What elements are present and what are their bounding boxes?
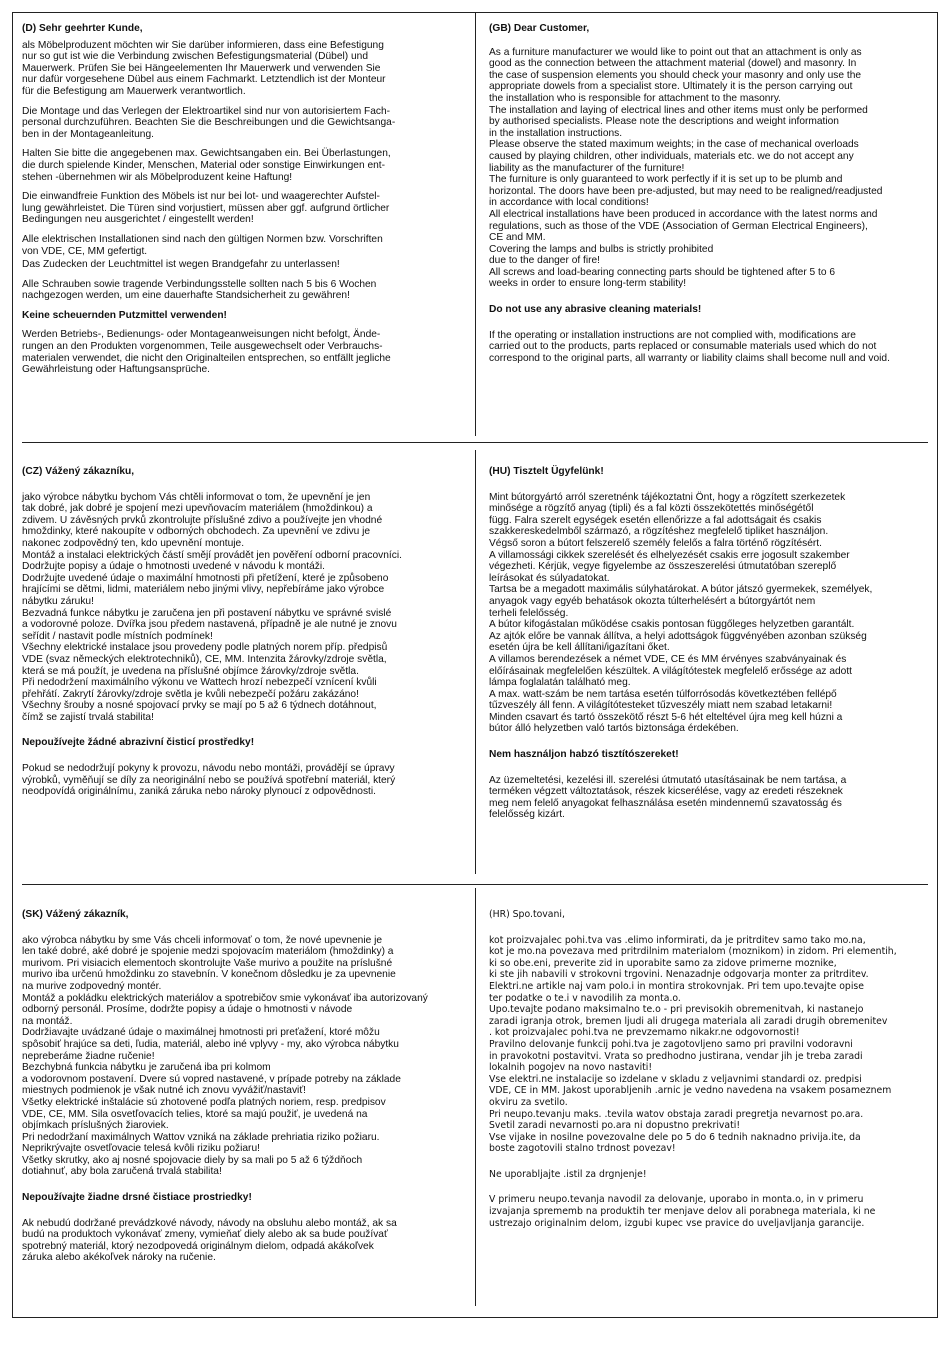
section-heading: (CZ) Vážený zákazníku,: [22, 466, 135, 477]
body-text: kot proizvajalec pohi.tva vas .elimo informirati, da je pritrditev samo tako mo.na, kot je mo.na povezava med pritrdilnim materialom (moznikom) in zidom. Pri elementih, ki so obe.eni, preverite zid in uporabite samo za zidove primerne moznike, ki ste jih nabavili v strokovni trgovini. Nenazadnje odgovarja monter za pritrditev. Elektri.ne artikle naj vam polo.i in montira strokovnjak. Pri tem upo.tevajte opise ter podatke o te.i v navodilih za monta.o. Upo.tevajte podano maksimalno te.o - pri previsokih obremenitvah, ki nastanejo zaradi igranja otrok, bremen ljudi ali drugega materiala ali zaradi drugih obremenitev . kot proizvajalec pohi.tva ne prevzemamo nikakr.ne odgovornosti! Pravilno delovanje funkcij pohi.tva je zagotovljeno samo pri pravilni vodoravni in pravokotni postavitvi. Vrata so predhodno justirana, vendar jih je treba zaradi lokalnih pogojev na novo nastaviti! Vse elektri.ne instalacije so izdelane v skladu z veljavnimi standardi oz. predpisi VDE, CE in MM. Jakost uporabljenih .arnic je vedno navedena na vsakem posameznem okviru za svetilo. Pri neupo.tevanju maks. .tevila watov obstaja zaradi pregretja nevarnost po.ara. Svetil zaradi nevarnosti po.ara ni dopustno prekrivati! Vse vijake in nosilne povezovalne dele po 5 do 6 tednih naknadno privija.ite, da boste zagotovili stalno trdnost povezav!: [489, 934, 897, 1155]
body-text: jako výrobce nábytku bychom Vás chtěli informovat o tom, že upevnění je jen tak dobré, jak dobré je spojení mezi upevňovacím materiálem (hmoždinkou) a zdivem. U závěsných prvků zkontrolujte příslušné zdivo a používejte jen vhodné hmoždinky, které nakoupíte v odborných obchodech. Za upevnění ve zdivu je nakonec zodpovědný ten, kdo upevnění montuje. Montáž a instalaci elektrických částí smějí provádět jen pověření odborní pracovníci. Dodržujte popisy a údaje o hmotnosti uvedené v návodu k montáži. Dodržujte uvedené údaje o maximální hmotnosti při přetížení, které je způsobeno hrajícími se dětmi, lidmi, materiálem nebo jinými vlivy, nepřebíráme jako výrobce nábytku záruku! Bezvadná funkce nábytku je zaručena jen při postavení nábytku ve správné svislé a vodorovné poloze. Dvířka jsou předem nastavená, případně je ale nutné je znovu seřídit / nastavit podle místních podmínek! Všechny elektrické instalace jsou provedeny podle platných norem příp. předpisů VDE (svaz německých elektrotechniků), CE, MM. Intenzita žárovky/zdroje světla, která se má použít, je uvedena na příslušné objímce žárovky/zdroje světla. Při nedodržení maximálního výkonu ve Wattech hrozí nebezpečí vznícení kvůli přehřátí. Zakrytí žárovky/zdroje světla je kvůli nebezpečí požáru zakázáno! Všechny šrouby a nosné spojovací prvky se mají po 5 až 6 týdnech dotáhnout, čímž se zajistí trvalá stabilita!: [22, 491, 402, 723]
section-hr: [489, 909, 934, 1237]
section-heading: (HU) Tisztelt Ügyfelünk!: [489, 466, 604, 477]
column-divider-bottom: [475, 888, 476, 1306]
section-cz: [22, 466, 470, 806]
cleaning-warning: Nem használjon habzó tisztítószereket!: [489, 749, 679, 761]
closing-paragraph: V primeru neupo.tevanja navodil za delovanje, uporabo in monta.o, in v primeru izvajanja sprememb na produktih ter menjave delov ali porabnega materiala, ki ne ustrezajo originalnim delom, izgubi kupec vse pravice do uveljavljanja garancije.: [489, 1194, 876, 1229]
paragraph: Halten Sie bitte die angegebenen max. Gewichtsangaben ein. Bei Überlastungen, die durch spielende Kinder, Menschen, Material oder sonstige Einwirkungen ent- stehen -übernehmen wir als Möbelproduzent keine Haftung!: [22, 148, 391, 183]
cleaning-warning: Nepoužívejte žádné abrazivní čisticí prostředky!: [22, 737, 255, 749]
cleaning-warning: Keine scheuernden Putzmittel verwenden!: [22, 309, 227, 321]
cleaning-warning: Do not use any abrasive cleaning materials!: [489, 304, 702, 316]
closing-paragraph: If the operating or installation instructions are not complied with, modifications are carried out to the products, parts replaced or consumable materials used which do not correspond to the original parts, all warranty or liability claims shall become null and void.: [489, 329, 890, 364]
paragraph: Die einwandfreie Funktion des Möbels ist nur bei lot- und waagerechter Aufstel- lung gewährleistet. Die Türen sind vorjustiert, müssen aber ggf. aufgrund örtlicher Bedingungen neu ausgerichtet / eingestellt werden!: [22, 191, 390, 226]
column-divider-top: [475, 12, 476, 436]
section-gb: [489, 23, 934, 372]
section-heading: (HR) Spo.tovani,: [489, 909, 565, 920]
row-divider-2: [22, 884, 928, 885]
section-de: [22, 23, 470, 384]
paragraph: Das Zudecken der Leuchtmittel ist wegen Brandgefahr zu unterlassen!: [22, 259, 340, 271]
cleaning-warning: Nepoužívajte žiadne drsné čistiace prostriedky!: [22, 1192, 252, 1204]
closing-paragraph: Az üzemeltetési, kezelési ill. szerelési útmutató utasításainak be nem tartása, a terméken végzett változtatások, részek kicserélése, vagy az eredeti részeknek meg nem felelő anyagokat felhasználása esetén mindennemű szavatosság és felelősség kizárt.: [489, 774, 847, 821]
body-text: Mint bútorgyártó arról szeretnénk tájékoztatni Önt, hogy a rögzített szerkezetek minősége a rögzítő anyag (tipli) és a fal közti összekötettés minőségétől függ. Falra szerelt egységek esetén ellenőrizze a fal adottságait és csakis szakkereskedelmből származó, a rögzítéshez megfelelő tipliket használjon. Végső soron a bútort felszerelő személy felelős a falra történő rögzítésért. A villamossági cikkek szerelését és elhelyezését csakis erre jogosult szakember végezheti. Kérjük, vegye figyelembe az összeszerelési útmutatóban szereplő leírásokat és súlyadatokat. Tartsa be a megadott maximális súlyhatárokat. A bútor játszó gyermekek, személyek, anyagok vagy egyéb behatások okozta túlterhelésért a bútorgyártót nem terheli felelősség. A bútor kifogástalan működése csakis pontosan függőleges helyzetben garantált. Az ajtók előre be vannak állítva, a helyi adottságok függvényében azonban szükség esetén újra be kell állítani/igazítani őket. A villamos berendezések a német VDE, CE és MM érvényes szabványainak és előírásainak megfelelően készültek. A világítótestek megfelelő erőssége az adott lámpa foglalatán található meg. A max. watt-szám be nem tartása esetén túlforrósodás következtében fellépő tűzveszély áll fenn. A világítótesteket tűzveszély miatt nem szabad letakarni! Minden csavart és tartó összekötő részt 5-6 hét elteltével újra meg kell húzni a bútor álló helyzetben való tartós biztonsága érdekében.: [489, 491, 873, 735]
paragraph: Alle Schrauben sowie tragende Verbindungsstelle sollten nach 5 bis 6 Wochen nachgezogen werden, um eine dauerhafte Standsicherheit zu gewähren!: [22, 278, 377, 302]
paragraph: Alle elektrischen Installationen sind nach den gültigen Normen bzw. Vorschriften von VDE, CE, MM gefertigt.: [22, 233, 383, 257]
section-hu: [489, 466, 934, 829]
section-heading: (D) Sehr geehrter Kunde,: [22, 23, 143, 34]
section-heading: (SK) Vážený zákazník,: [22, 909, 129, 920]
closing-paragraph: Werden Betriebs-, Bedienungs- oder Montageanweisungen nicht befolgt, Ände- rungen an den Produkten vorgenommen, Teile ausgewechselt oder Verbrauchs- materialen verwendet, die nicht den Originalteilen entsprechen, so entfällt jegliche Gewährleistung oder Haftungsansprüche.: [22, 329, 391, 376]
row-divider-1: [22, 442, 928, 443]
closing-paragraph: Ak nebudú dodržané prevádzkové návody, návody na obsluhu alebo montáž, ak sa budú na produktoch vykonávať zmeny, vymieňať diely alebo ak sa bude používať spotrebný materiál, ktorý nezodpovedá originálnym dielom, odpadá akákoľvek záruka alebo akékoľvek nároky na ručenie.: [22, 1217, 397, 1264]
column-divider-middle: [475, 450, 476, 874]
body-text: ako výrobca nábytku by sme Vás chceli informovať o tom, že nové upevnenie je len také dobré, aké dobré je spojenie medzi spojovacím materiálom (hmoždinky) a murivom. Pri visiacich elementoch skontrolujte Vaše murivo a použite na príslušné murivo iba určenú hmoždinku zo stavebnín. V konečnom dôsledku je za upevnenie na murive zodpovedný montér. Montáž a pokládku elektrických materiálov a spotrebičov smie vykonávať iba autorizovaný odborný personál. Prosíme, dodržte popisy a údaje o hmotnosti v návode na montáž. Dodržiavajte uvádzané údaje o maximálnej hmotnosti pri preťažení, ktoré môžu spôsobiť hrajúce sa deti, ľudia, materiál, alebo iné vplyvy - my, ako výrobca nábytku nepreberáme žiadne ručenie! Bezchybná funkcia nábytku je zaručená iba pri kolmom a vodorovnom postavení. Dvere sú vopred nastavené, v prípade potreby na základe miestnych podmienok je však nutné ich znovu vyvážiť/nastaviť! Všetky elektrické inštalácie sú zhotovené podľa platných noriem, resp. predpisov VDE, CE, MM. Sila osvetľovacích telies, ktoré sa majú použiť, je uvedená na objímkach príslušných žiaroviek. Pri nedodržaní maximálnych Wattov vzniká na základe prehriatia riziko požiaru. Neprikrývajte osvetľovacie telesá kvôli riziku požiaru! Všetky skrutky, ako aj nosné spojovacie diely by sa mali po 5 až 6 týždňoch dotiahnuť, aby bola zaručená trvalá stabilita!: [22, 934, 428, 1178]
paragraph: Die Montage und das Verlegen der Elektroartikel sind nur von autorisiertem Fach- personal durchzuführen. Beachten Sie die Beschreibungen und die Gewichtsanga- ben in der Montageanleitung.: [22, 105, 396, 140]
cleaning-warning: Ne uporabljajte .istil za drgnjenje!: [489, 1168, 647, 1180]
body-text: As a furniture manufacturer we would like to point out that an attachment is only as good as the connection between the attachment material (dowel) and masonry. In the case of suspension elements you should check your masonry and only use the appropriate dowels from a specialist store. Ultimately it is the person carrying out the installation who is responsible for attachment to the masonry. The installation and laying of electrical lines and other items must only be performed by authorised specialists. Please note the descriptions and weight information in the installation instructions. Please observe the stated maximum weights; in the case of mechanical overloads caused by playing children, other individuals, materials etc. we do not accept any liability as the manufacturer of the furniture! The furniture is only guaranteed to work perfectly if it is set up to be plumb and horizontal. The doors have been pre-adjusted, but may need to be realigned/readjusted in accordance with local conditions! All electrical installations have been produced in accordance with the latest norms and regulations, such as those of the VDE (Association of German Electrical Engineers), CE and MM. Covering the lamps and bulbs is strictly prohibited due to the danger of fire! All screws and load-bearing connecting parts should be tightened after 5 to 6 weeks in order to ensure long-term stability!: [489, 46, 883, 290]
closing-paragraph: Pokud se nedodržují pokyny k provozu, návodu nebo montáži, provádějí se úpravy výrobků, vyměňují se díly za neoriginální nebo se používá spotřební materiál, který neodpovídá originálnímu, zaniká záruka nebo nároky plynoucí z odpovědnosti.: [22, 763, 396, 798]
section-sk: [22, 909, 470, 1272]
paragraph: als Möbelproduzent möchten wir Sie darüber informieren, dass eine Befestigung nur so gut ist wie die Verbindung zwischen Befestigungsmaterial (Dübel) und Mauerwerk. Prüfen Sie bei Hängeelementen Ihr Mauerwerk und verwenden Sie nur dafür vorgesehene Dübel aus einem Fachmarkt. Letztendlich ist der Monteur für die Befestigung am Mauerwerk verantwortlich.: [22, 39, 386, 97]
section-heading: (GB) Dear Customer,: [489, 23, 590, 34]
